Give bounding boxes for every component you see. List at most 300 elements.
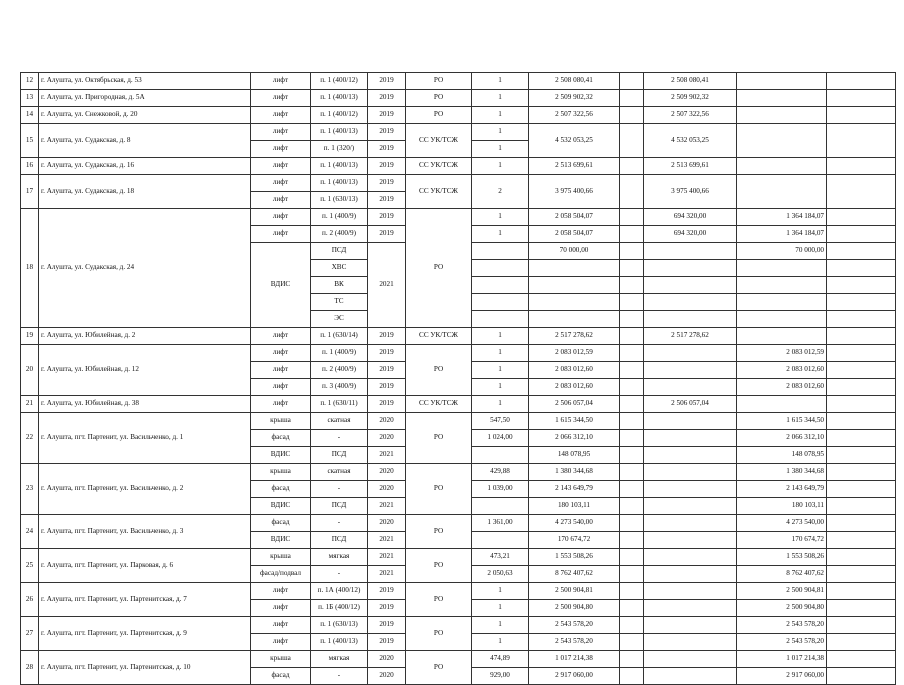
table-cell: СС УК/ТСЖ (406, 328, 472, 345)
table-cell: 929,00 (472, 668, 529, 685)
table-cell (737, 294, 827, 311)
table-cell: 70 000,00 (737, 243, 827, 260)
table-cell (827, 345, 896, 362)
table-cell: 2 500 904,81 (737, 583, 827, 600)
table-cell: ВДИС (251, 243, 311, 328)
table-cell (644, 481, 737, 498)
table-cell: 1 (472, 345, 529, 362)
table-cell: п. 2 (400/9) (311, 226, 368, 243)
table-cell (827, 447, 896, 464)
table-cell: г. Алушта, пгт. Партенит, ул. Партенитская, д. 10 (39, 651, 251, 685)
table-cell: 2 513 699,61 (529, 158, 620, 175)
table-cell (620, 498, 644, 515)
table-cell (620, 158, 644, 175)
table-cell (620, 481, 644, 498)
table-cell: 17 (21, 175, 39, 209)
table-cell: фасад (251, 515, 311, 532)
table-row (21, 90, 896, 107)
table-cell: 1 615 344,50 (529, 413, 620, 430)
table-cell (620, 90, 644, 107)
table-cell: 2 513 699,61 (644, 158, 737, 175)
table-cell (827, 600, 896, 617)
table-cell: 2 543 578,20 (737, 634, 827, 651)
table-cell: 15 (21, 124, 39, 158)
table-cell (827, 328, 896, 345)
table-cell: 2 083 012,60 (529, 379, 620, 396)
table-cell: 2019 (368, 617, 406, 634)
table-cell (620, 464, 644, 481)
table-cell: 1 364 184,07 (737, 226, 827, 243)
table-cell: лифт (251, 192, 311, 209)
table-cell: 4 273 540,00 (529, 515, 620, 532)
table-cell: п. 1 (400/9) (311, 209, 368, 226)
table-cell: г. Алушта, ул. Юбилейная, д. 38 (39, 396, 251, 413)
table-cell: 2019 (368, 583, 406, 600)
table-cell (472, 243, 529, 260)
table-cell (644, 583, 737, 600)
table-cell: СС УК/ТСЖ (406, 175, 472, 209)
table-cell: ВК (311, 277, 368, 294)
table-cell: 14 (21, 107, 39, 124)
table-cell: 694 320,00 (644, 226, 737, 243)
table-cell (644, 430, 737, 447)
table-cell: 2020 (368, 651, 406, 668)
table-cell: 2019 (368, 107, 406, 124)
table-cell: лифт (251, 90, 311, 107)
table-cell: г. Алушта, пгт. Партенит, ул. Партенитская, д. 7 (39, 583, 251, 617)
table-cell: 2019 (368, 209, 406, 226)
table-cell (620, 549, 644, 566)
table-cell: ПСД (311, 447, 368, 464)
table-cell (827, 651, 896, 668)
table-cell: фасад (251, 430, 311, 447)
table-cell (620, 379, 644, 396)
table-cell: 547,50 (472, 413, 529, 430)
table-cell: 8 762 407,62 (529, 566, 620, 583)
table-cell (644, 379, 737, 396)
table-cell: 2020 (368, 413, 406, 430)
capital-repair-table (20, 72, 896, 685)
table-cell: 3 975 400,66 (529, 175, 620, 209)
table-cell: г. Алушта, пгт. Партенит, ул. Васильченко, д. 1 (39, 413, 251, 464)
table-cell (644, 464, 737, 481)
table-cell: РО (406, 549, 472, 583)
table-cell: 28 (21, 651, 39, 685)
table-cell: РО (406, 515, 472, 549)
table-cell: лифт (251, 617, 311, 634)
table-cell: лифт (251, 175, 311, 192)
table-cell: лифт (251, 362, 311, 379)
table-cell: 1 553 508,26 (529, 549, 620, 566)
table-cell (472, 447, 529, 464)
table-cell (644, 447, 737, 464)
table-row (21, 73, 896, 90)
table-cell (644, 277, 737, 294)
table-cell: 2019 (368, 175, 406, 192)
table-cell: п. 1 (400/12) (311, 107, 368, 124)
table-cell (827, 124, 896, 158)
table-cell: 27 (21, 617, 39, 651)
table-cell (737, 124, 827, 158)
table-cell (827, 617, 896, 634)
table-cell: лифт (251, 124, 311, 141)
table-cell: мягкая (311, 651, 368, 668)
table-cell (827, 634, 896, 651)
table-cell: 2 507 322,56 (529, 107, 620, 124)
table-cell: 2 917 060,00 (529, 668, 620, 685)
table-cell: ТС (311, 294, 368, 311)
table-cell: 1 (472, 583, 529, 600)
table-cell (620, 73, 644, 90)
table-cell: лифт (251, 209, 311, 226)
table-row (21, 328, 896, 345)
table-cell: г. Алушта, ул. Юбилейная, д. 2 (39, 328, 251, 345)
table-cell: 2020 (368, 430, 406, 447)
table-cell: крыша (251, 549, 311, 566)
table-cell: РО (406, 73, 472, 90)
table-cell: 4 532 053,25 (529, 124, 620, 158)
table-cell: 2 508 080,41 (529, 73, 620, 90)
table-cell (620, 532, 644, 549)
table-cell: п. 1 (400/9) (311, 345, 368, 362)
table-cell: 2019 (368, 634, 406, 651)
table-cell (620, 430, 644, 447)
table-cell: скатная (311, 464, 368, 481)
table-cell (644, 549, 737, 566)
table-cell: 2021 (368, 498, 406, 515)
table-cell (620, 668, 644, 685)
table-cell: 473,21 (472, 549, 529, 566)
table-cell (620, 345, 644, 362)
table-cell: п. 1 (400/13) (311, 158, 368, 175)
table-cell: 170 674,72 (529, 532, 620, 549)
table-row (21, 583, 896, 600)
table-cell: 1 (472, 107, 529, 124)
table-cell: ПСД (311, 532, 368, 549)
table-cell (620, 600, 644, 617)
table-cell (620, 226, 644, 243)
table-cell (620, 396, 644, 413)
table-row (21, 651, 896, 668)
table-cell: п. 1 (400/13) (311, 175, 368, 192)
table-row (21, 158, 896, 175)
table-cell (472, 532, 529, 549)
table-cell: РО (406, 651, 472, 685)
table-cell: г. Алушта, ул. Судакская, д. 8 (39, 124, 251, 158)
table-cell: 1 380 344,68 (737, 464, 827, 481)
table-cell: 8 762 407,62 (737, 566, 827, 583)
table-cell (737, 90, 827, 107)
table-row (21, 549, 896, 566)
table-cell: 4 273 540,00 (737, 515, 827, 532)
table-cell: - (311, 515, 368, 532)
table-cell (620, 209, 644, 226)
table-cell: 2021 (368, 447, 406, 464)
table-cell (827, 90, 896, 107)
table-cell: 2 058 504,07 (529, 209, 620, 226)
table-cell: 2 066 312,10 (529, 430, 620, 447)
table-cell: ВДИС (251, 532, 311, 549)
table-cell (529, 294, 620, 311)
table-cell: ПСД (311, 498, 368, 515)
table-cell (529, 311, 620, 328)
table-cell: скатная (311, 413, 368, 430)
table-cell: 2 083 012,60 (529, 362, 620, 379)
table-cell (620, 311, 644, 328)
table-cell: 2019 (368, 158, 406, 175)
table-cell (529, 260, 620, 277)
table-cell (620, 634, 644, 651)
table-cell: 4 532 053,25 (644, 124, 737, 158)
table-cell: 19 (21, 328, 39, 345)
table-cell (644, 413, 737, 430)
table-cell (620, 124, 644, 158)
table-cell: 2 083 012,60 (737, 362, 827, 379)
table-cell: 18 (21, 209, 39, 328)
table-cell (827, 226, 896, 243)
table-cell: РО (406, 90, 472, 107)
table-cell: 1 (472, 158, 529, 175)
table-cell: 2020 (368, 481, 406, 498)
table-cell: 694 320,00 (644, 209, 737, 226)
table-cell: 2 066 312,10 (737, 430, 827, 447)
table-cell: п. 1Б (400/12) (311, 600, 368, 617)
table-cell: 2 058 504,07 (529, 226, 620, 243)
table-cell (827, 158, 896, 175)
table-cell: 2 500 904,81 (529, 583, 620, 600)
table-cell: п. 1 (400/13) (311, 90, 368, 107)
table-cell: лифт (251, 600, 311, 617)
table-cell: п. 1 (400/13) (311, 634, 368, 651)
table-cell: 1 (472, 90, 529, 107)
table-cell: п. 2 (400/9) (311, 362, 368, 379)
table-cell: РО (406, 345, 472, 396)
table-cell: 2 143 649,79 (529, 481, 620, 498)
table-cell: крыша (251, 413, 311, 430)
table-cell (644, 243, 737, 260)
table-cell: 1 361,00 (472, 515, 529, 532)
table-row (21, 515, 896, 532)
table-cell (737, 311, 827, 328)
table-cell (644, 532, 737, 549)
table-cell (472, 277, 529, 294)
table-cell: 24 (21, 515, 39, 549)
table-cell (827, 481, 896, 498)
table-cell: 2 509 902,32 (644, 90, 737, 107)
table-cell: 2 506 057,04 (644, 396, 737, 413)
table-cell: 2019 (368, 141, 406, 158)
table-cell: - (311, 668, 368, 685)
table-row (21, 209, 896, 226)
table-cell: 2 506 057,04 (529, 396, 620, 413)
table-cell: 3 975 400,66 (644, 175, 737, 209)
table-cell: 2 500 904,80 (737, 600, 827, 617)
table-cell (644, 362, 737, 379)
table-cell: 180 103,11 (529, 498, 620, 515)
table-cell: п. 1 (630/14) (311, 328, 368, 345)
table-cell: лифт (251, 345, 311, 362)
table-cell: 2021 (368, 532, 406, 549)
table-cell (620, 583, 644, 600)
table-cell: 2019 (368, 90, 406, 107)
table-cell: г. Алушта, ул. Юбилейная, д. 12 (39, 345, 251, 396)
table-cell: 2 507 322,56 (644, 107, 737, 124)
table-cell: 1 (472, 396, 529, 413)
table-row (21, 464, 896, 481)
table-cell: 148 078,95 (529, 447, 620, 464)
table-cell (644, 311, 737, 328)
table-cell (827, 379, 896, 396)
table-cell (737, 328, 827, 345)
table-cell: 2 143 649,79 (737, 481, 827, 498)
table-cell (620, 243, 644, 260)
table-cell: - (311, 566, 368, 583)
table-cell (472, 498, 529, 515)
table-cell: 2019 (368, 226, 406, 243)
table-cell (827, 362, 896, 379)
table-row (21, 345, 896, 362)
table-cell (827, 294, 896, 311)
table-cell (827, 175, 896, 209)
table-cell: крыша (251, 464, 311, 481)
table-cell: 1 (472, 73, 529, 90)
table-cell: - (311, 481, 368, 498)
table-cell (827, 668, 896, 685)
table-cell: 13 (21, 90, 39, 107)
table-cell (737, 107, 827, 124)
table-cell (827, 413, 896, 430)
table-cell: 2 (472, 175, 529, 209)
table-cell: 2 083 012,59 (529, 345, 620, 362)
table-cell (620, 362, 644, 379)
table-cell: лифт (251, 141, 311, 158)
table-cell: 2019 (368, 73, 406, 90)
table-cell: фасад (251, 481, 311, 498)
table-cell: ЭС (311, 311, 368, 328)
table-cell (644, 668, 737, 685)
table-cell: 1 (472, 328, 529, 345)
table-cell: 2021 (368, 243, 406, 328)
table-cell (737, 277, 827, 294)
table-cell: 2019 (368, 345, 406, 362)
table-cell: г. Алушта, ул. Судакская, д. 18 (39, 175, 251, 209)
table-cell: 2019 (368, 192, 406, 209)
table-cell: 2 543 578,20 (529, 634, 620, 651)
table-cell: ВДИС (251, 498, 311, 515)
table-cell (737, 158, 827, 175)
table-cell: крыша (251, 651, 311, 668)
table-cell (620, 175, 644, 209)
table-cell (620, 515, 644, 532)
table-cell: лифт (251, 73, 311, 90)
table-cell: СС УК/ТСЖ (406, 158, 472, 175)
table-cell: 170 674,72 (737, 532, 827, 549)
table-cell: 1 (472, 124, 529, 141)
table-row (21, 413, 896, 430)
table-cell (827, 209, 896, 226)
table-cell: 1 (472, 362, 529, 379)
table-cell: 20 (21, 345, 39, 396)
table-cell (827, 430, 896, 447)
table-cell: п. 1 (320/) (311, 141, 368, 158)
table-cell: РО (406, 209, 472, 328)
table-cell: лифт (251, 634, 311, 651)
table-cell (620, 328, 644, 345)
table-cell: 12 (21, 73, 39, 90)
table-cell (620, 566, 644, 583)
table-cell: 23 (21, 464, 39, 515)
table-cell: фасад (251, 668, 311, 685)
table-cell: 1 553 508,26 (737, 549, 827, 566)
table-cell (644, 566, 737, 583)
table-cell: 148 078,95 (737, 447, 827, 464)
table-cell: г. Алушта, ул. Снежковой, д. 20 (39, 107, 251, 124)
table-cell (644, 345, 737, 362)
table-cell: 2019 (368, 379, 406, 396)
table-cell (827, 107, 896, 124)
table-cell (827, 73, 896, 90)
table-cell: 2 517 278,62 (644, 328, 737, 345)
table-cell (620, 260, 644, 277)
table-cell: 21 (21, 396, 39, 413)
table-cell: РО (406, 464, 472, 515)
table-cell: 2019 (368, 124, 406, 141)
table-cell: г. Алушта, пгт. Партенит, ул. Васильченко, д. 3 (39, 515, 251, 549)
table-cell: 1 (472, 634, 529, 651)
table-cell: 1 017 214,38 (529, 651, 620, 668)
table-cell: 1 (472, 600, 529, 617)
table-cell (827, 260, 896, 277)
table-cell (620, 294, 644, 311)
table-cell (472, 311, 529, 328)
table-row (21, 396, 896, 413)
table-cell (472, 294, 529, 311)
table-cell: мягкая (311, 549, 368, 566)
table-cell (737, 396, 827, 413)
table-cell (472, 260, 529, 277)
table-cell: 1 (472, 379, 529, 396)
table-cell: 25 (21, 549, 39, 583)
table-cell: п. 1 (630/13) (311, 617, 368, 634)
table-cell (644, 260, 737, 277)
table-cell: 1 380 344,68 (529, 464, 620, 481)
table-cell (827, 311, 896, 328)
table-cell (827, 498, 896, 515)
table-cell: 1 (472, 617, 529, 634)
table-cell: 2021 (368, 566, 406, 583)
table-cell: 26 (21, 583, 39, 617)
table-cell: РО (406, 617, 472, 651)
table-cell (827, 396, 896, 413)
table-cell: 2 517 278,62 (529, 328, 620, 345)
table-cell: 2020 (368, 464, 406, 481)
table-cell: 2020 (368, 515, 406, 532)
table-cell: 1 024,00 (472, 430, 529, 447)
table-cell (620, 107, 644, 124)
table-cell: 16 (21, 158, 39, 175)
table-cell (620, 447, 644, 464)
table-cell (529, 277, 620, 294)
table-cell: 70 000,00 (529, 243, 620, 260)
table-cell: 1 (472, 226, 529, 243)
table-cell (827, 549, 896, 566)
table-cell (737, 175, 827, 209)
table-cell (620, 651, 644, 668)
table-cell (737, 73, 827, 90)
table-cell (644, 600, 737, 617)
table-cell: лифт (251, 379, 311, 396)
table-row (21, 124, 896, 141)
